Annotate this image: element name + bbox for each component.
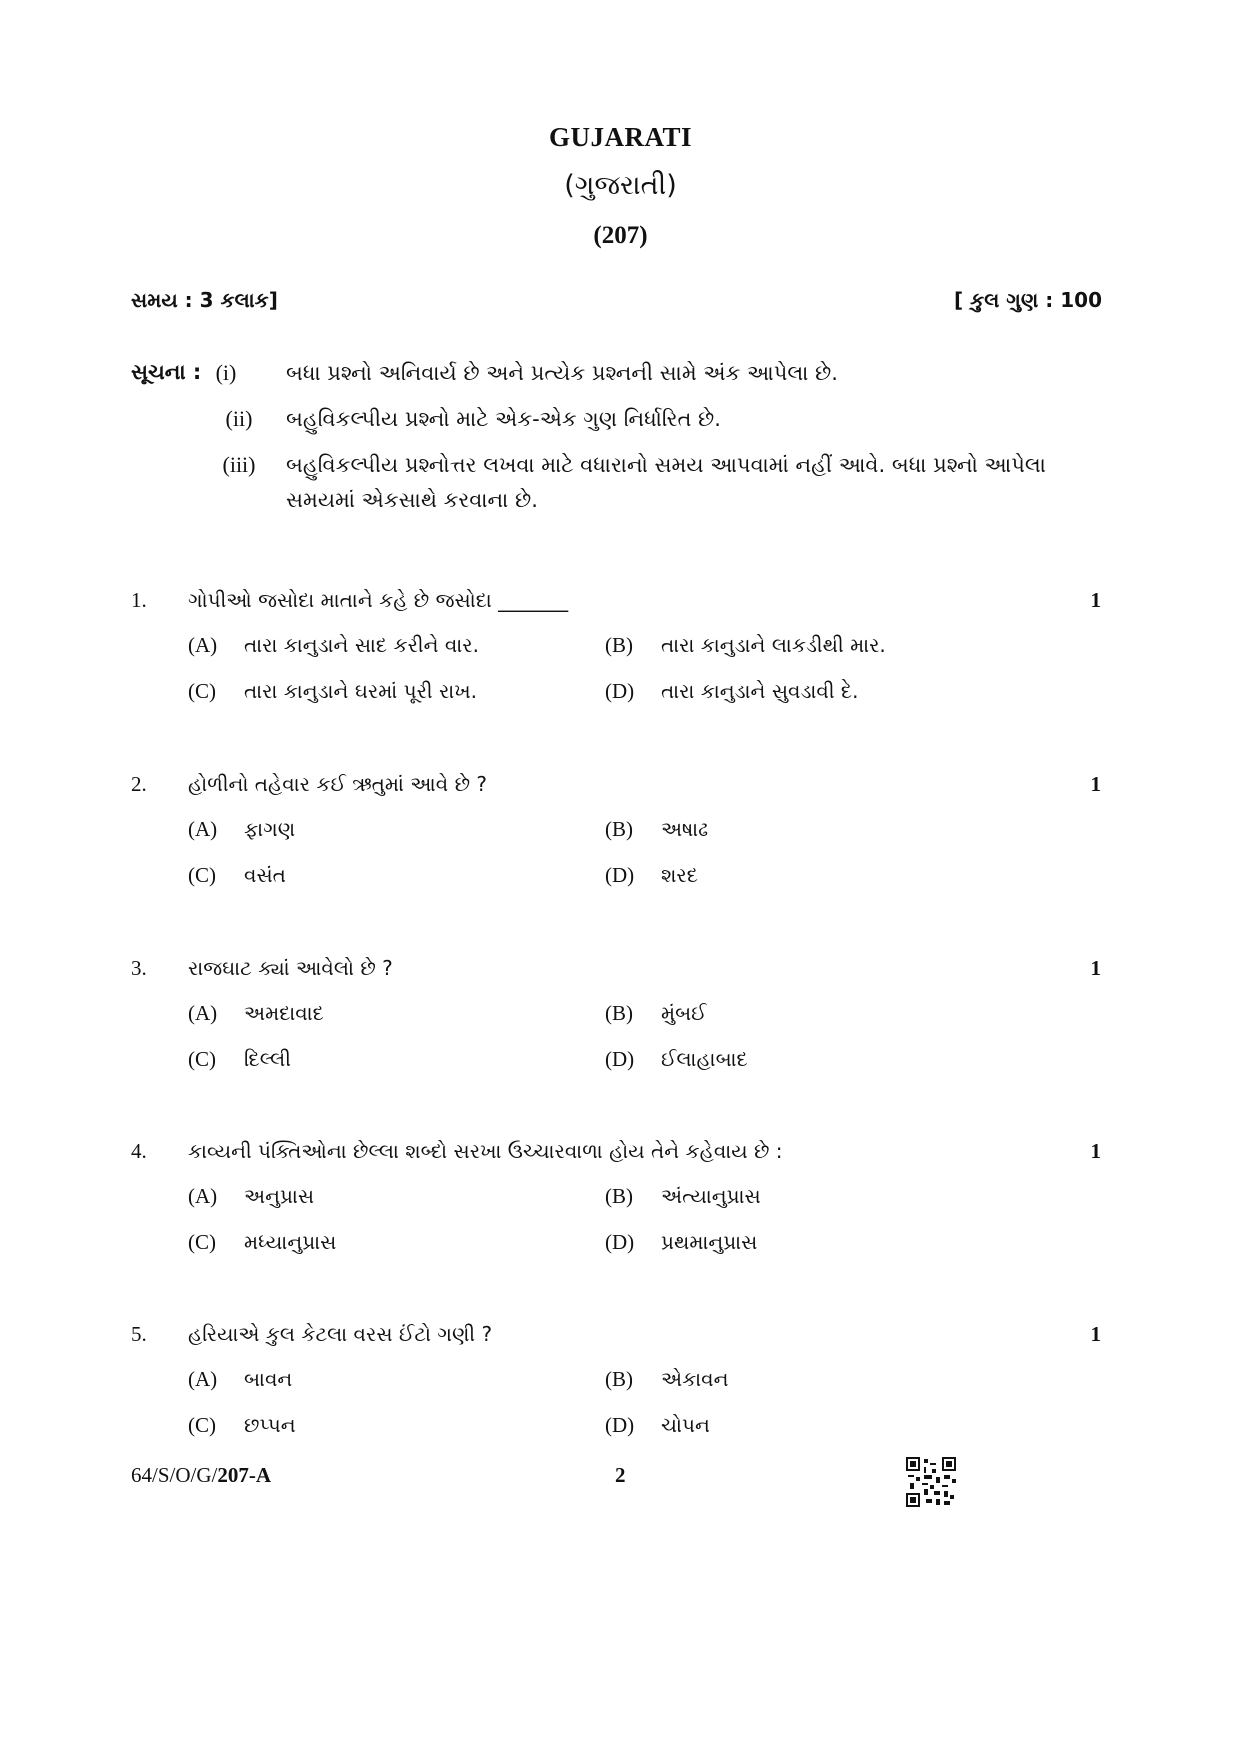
- option-text: પ્રથમાનુપ્રાસ: [661, 1230, 758, 1254]
- option-d: [605, 1230, 757, 1255]
- option-text: મુંબઈ: [661, 1001, 707, 1025]
- question-marks: 1: [1090, 588, 1101, 612]
- question-marks: 1: [1090, 772, 1101, 796]
- option-a: [188, 633, 479, 658]
- instruction-text: બહુવિકલ્પીય પ્રશ્નો માટે એક-એક ગુણ નિર્ધારિત છે.: [286, 407, 721, 431]
- option-d: [605, 1413, 710, 1438]
- question-2: [131, 772, 1111, 912]
- time-allowed: સમય : 3 કલાક]: [131, 288, 278, 312]
- question-text: ગોપીઓ જસોદા માતાને કહે છે જસોદા _______: [188, 588, 569, 612]
- option-c: [188, 679, 477, 704]
- option-text: ચોપન: [661, 1413, 710, 1437]
- question-marks: 1: [1090, 1322, 1101, 1346]
- option-text: એકાવન: [661, 1367, 729, 1391]
- option-label: (D): [605, 863, 635, 887]
- option-text: છપ્પન: [244, 1413, 296, 1437]
- option-text: દિલ્લી: [244, 1047, 291, 1071]
- max-marks: [ કુલ ગુણ : 100: [953, 288, 1102, 312]
- paper-code: (207): [593, 222, 648, 249]
- option-text: તારા કાનુડાને સુવડાવી દે.: [661, 679, 859, 703]
- option-text: શરદ: [661, 863, 698, 887]
- question-text: કાવ્યની પંક્તિઓના છેલ્લા શબ્દો સરખા ઉચ્ચારવાળા હોય તેને કહેવાય છે :: [188, 1139, 783, 1163]
- option-label: (D): [605, 1047, 635, 1071]
- option-label: (D): [605, 1230, 635, 1254]
- option-label: (C): [188, 1047, 216, 1071]
- question-number: 3.: [131, 956, 147, 980]
- option-label: (A): [188, 1001, 218, 1025]
- option-label: (A): [188, 817, 218, 841]
- option-text: તારા કાનુડાને લાકડીથી માર.: [661, 633, 886, 657]
- option-label: (A): [188, 1184, 218, 1208]
- option-a: [188, 1184, 314, 1209]
- instruction-number: (ii): [225, 406, 253, 431]
- option-c: [188, 863, 286, 888]
- question-number: 5.: [131, 1322, 147, 1346]
- option-label: (D): [605, 679, 635, 703]
- option-label: (C): [188, 1230, 216, 1254]
- option-d: [605, 679, 858, 704]
- question-4: [131, 1139, 1111, 1279]
- option-text: તારા કાનુડાને ઘરમાં પૂરી રાખ.: [244, 679, 478, 703]
- instruction-text: બહુવિકલ્પીય પ્રશ્નોત્તર લખવા માટે વધારાનો સમય આપવામાં નહીં આવે. બધા પ્રશ્નો આપેલા સમયમાં એકસાથે કરવાના છે.: [286, 453, 1046, 512]
- qr-code-icon: [906, 1457, 956, 1507]
- option-b: [605, 1184, 761, 1209]
- option-text: અનુપ્રાસ: [244, 1184, 315, 1208]
- option-label: (B): [605, 1184, 633, 1208]
- instruction-number: (iii): [222, 452, 256, 477]
- option-text: ફાગણ: [244, 817, 296, 841]
- paper-title: GUJARATI: [548, 122, 692, 152]
- footer-paper-code: [131, 1463, 271, 1488]
- option-label: (C): [188, 1413, 216, 1437]
- option-c: [188, 1230, 336, 1255]
- question-1: [131, 588, 1111, 728]
- question-5: [131, 1322, 1111, 1462]
- question-number: 2.: [131, 772, 147, 796]
- option-d: [605, 1047, 748, 1072]
- option-b: [605, 633, 886, 658]
- option-text: અંત્યાનુપ્રાસ: [661, 1184, 761, 1208]
- question-number: 4.: [131, 1139, 147, 1163]
- instructions-label: સૂચના :: [131, 360, 202, 384]
- paper-subtitle: (ગુજરાતી): [564, 170, 677, 201]
- option-label: (A): [188, 1367, 218, 1391]
- option-c: [188, 1413, 296, 1438]
- option-a: [188, 817, 295, 842]
- option-label: (C): [188, 863, 216, 887]
- option-text: મધ્યાનુપ્રાસ: [244, 1230, 337, 1254]
- option-label: (B): [605, 633, 633, 657]
- option-c: [188, 1047, 291, 1072]
- question-marks: 1: [1090, 956, 1101, 980]
- option-label: (D): [605, 1413, 635, 1437]
- question-text: હોળીનો તહેવાર કઈ ઋતુમાં આવે છે ?: [188, 772, 487, 796]
- instruction-text: બધા પ્રશ્નો અનિવાર્ય છે અને પ્રત્યેક પ્રશ્નની સામે અંક આપેલા છે.: [286, 361, 838, 385]
- question-3: [131, 956, 1111, 1096]
- option-a: [188, 1001, 324, 1026]
- option-text: તારા કાનુડાને સાદ કરીને વાર.: [244, 633, 479, 657]
- option-text: બાવન: [244, 1367, 293, 1391]
- option-text: વસંત: [244, 863, 286, 887]
- option-label: (B): [605, 1367, 633, 1391]
- question-marks: 1: [1090, 1139, 1101, 1163]
- option-b: [605, 817, 708, 842]
- option-a: [188, 1367, 292, 1392]
- option-text: અષાઢ: [661, 817, 709, 841]
- option-b: [605, 1367, 728, 1392]
- option-label: (C): [188, 679, 216, 703]
- option-b: [605, 1001, 707, 1026]
- option-label: (A): [188, 633, 218, 657]
- option-text: અમદાવાદ: [244, 1001, 324, 1025]
- page-number: 2: [615, 1463, 626, 1487]
- footer-code-prefix: 64/S/O/G/: [131, 1463, 218, 1487]
- instruction-number: (i): [215, 360, 237, 385]
- option-d: [605, 863, 698, 888]
- option-text: ઈલાહાબાદ: [661, 1047, 748, 1071]
- question-text: હરિયાએ કુલ કેટલા વરસ ઈંટો ગણી ?: [188, 1322, 493, 1346]
- question-number: 1.: [131, 588, 147, 612]
- footer-code-suffix: 207-A: [217, 1463, 272, 1487]
- option-label: (B): [605, 817, 633, 841]
- question-text: રાજઘાટ ક્યાં આવેલો છે ?: [188, 956, 393, 980]
- option-label: (B): [605, 1001, 633, 1025]
